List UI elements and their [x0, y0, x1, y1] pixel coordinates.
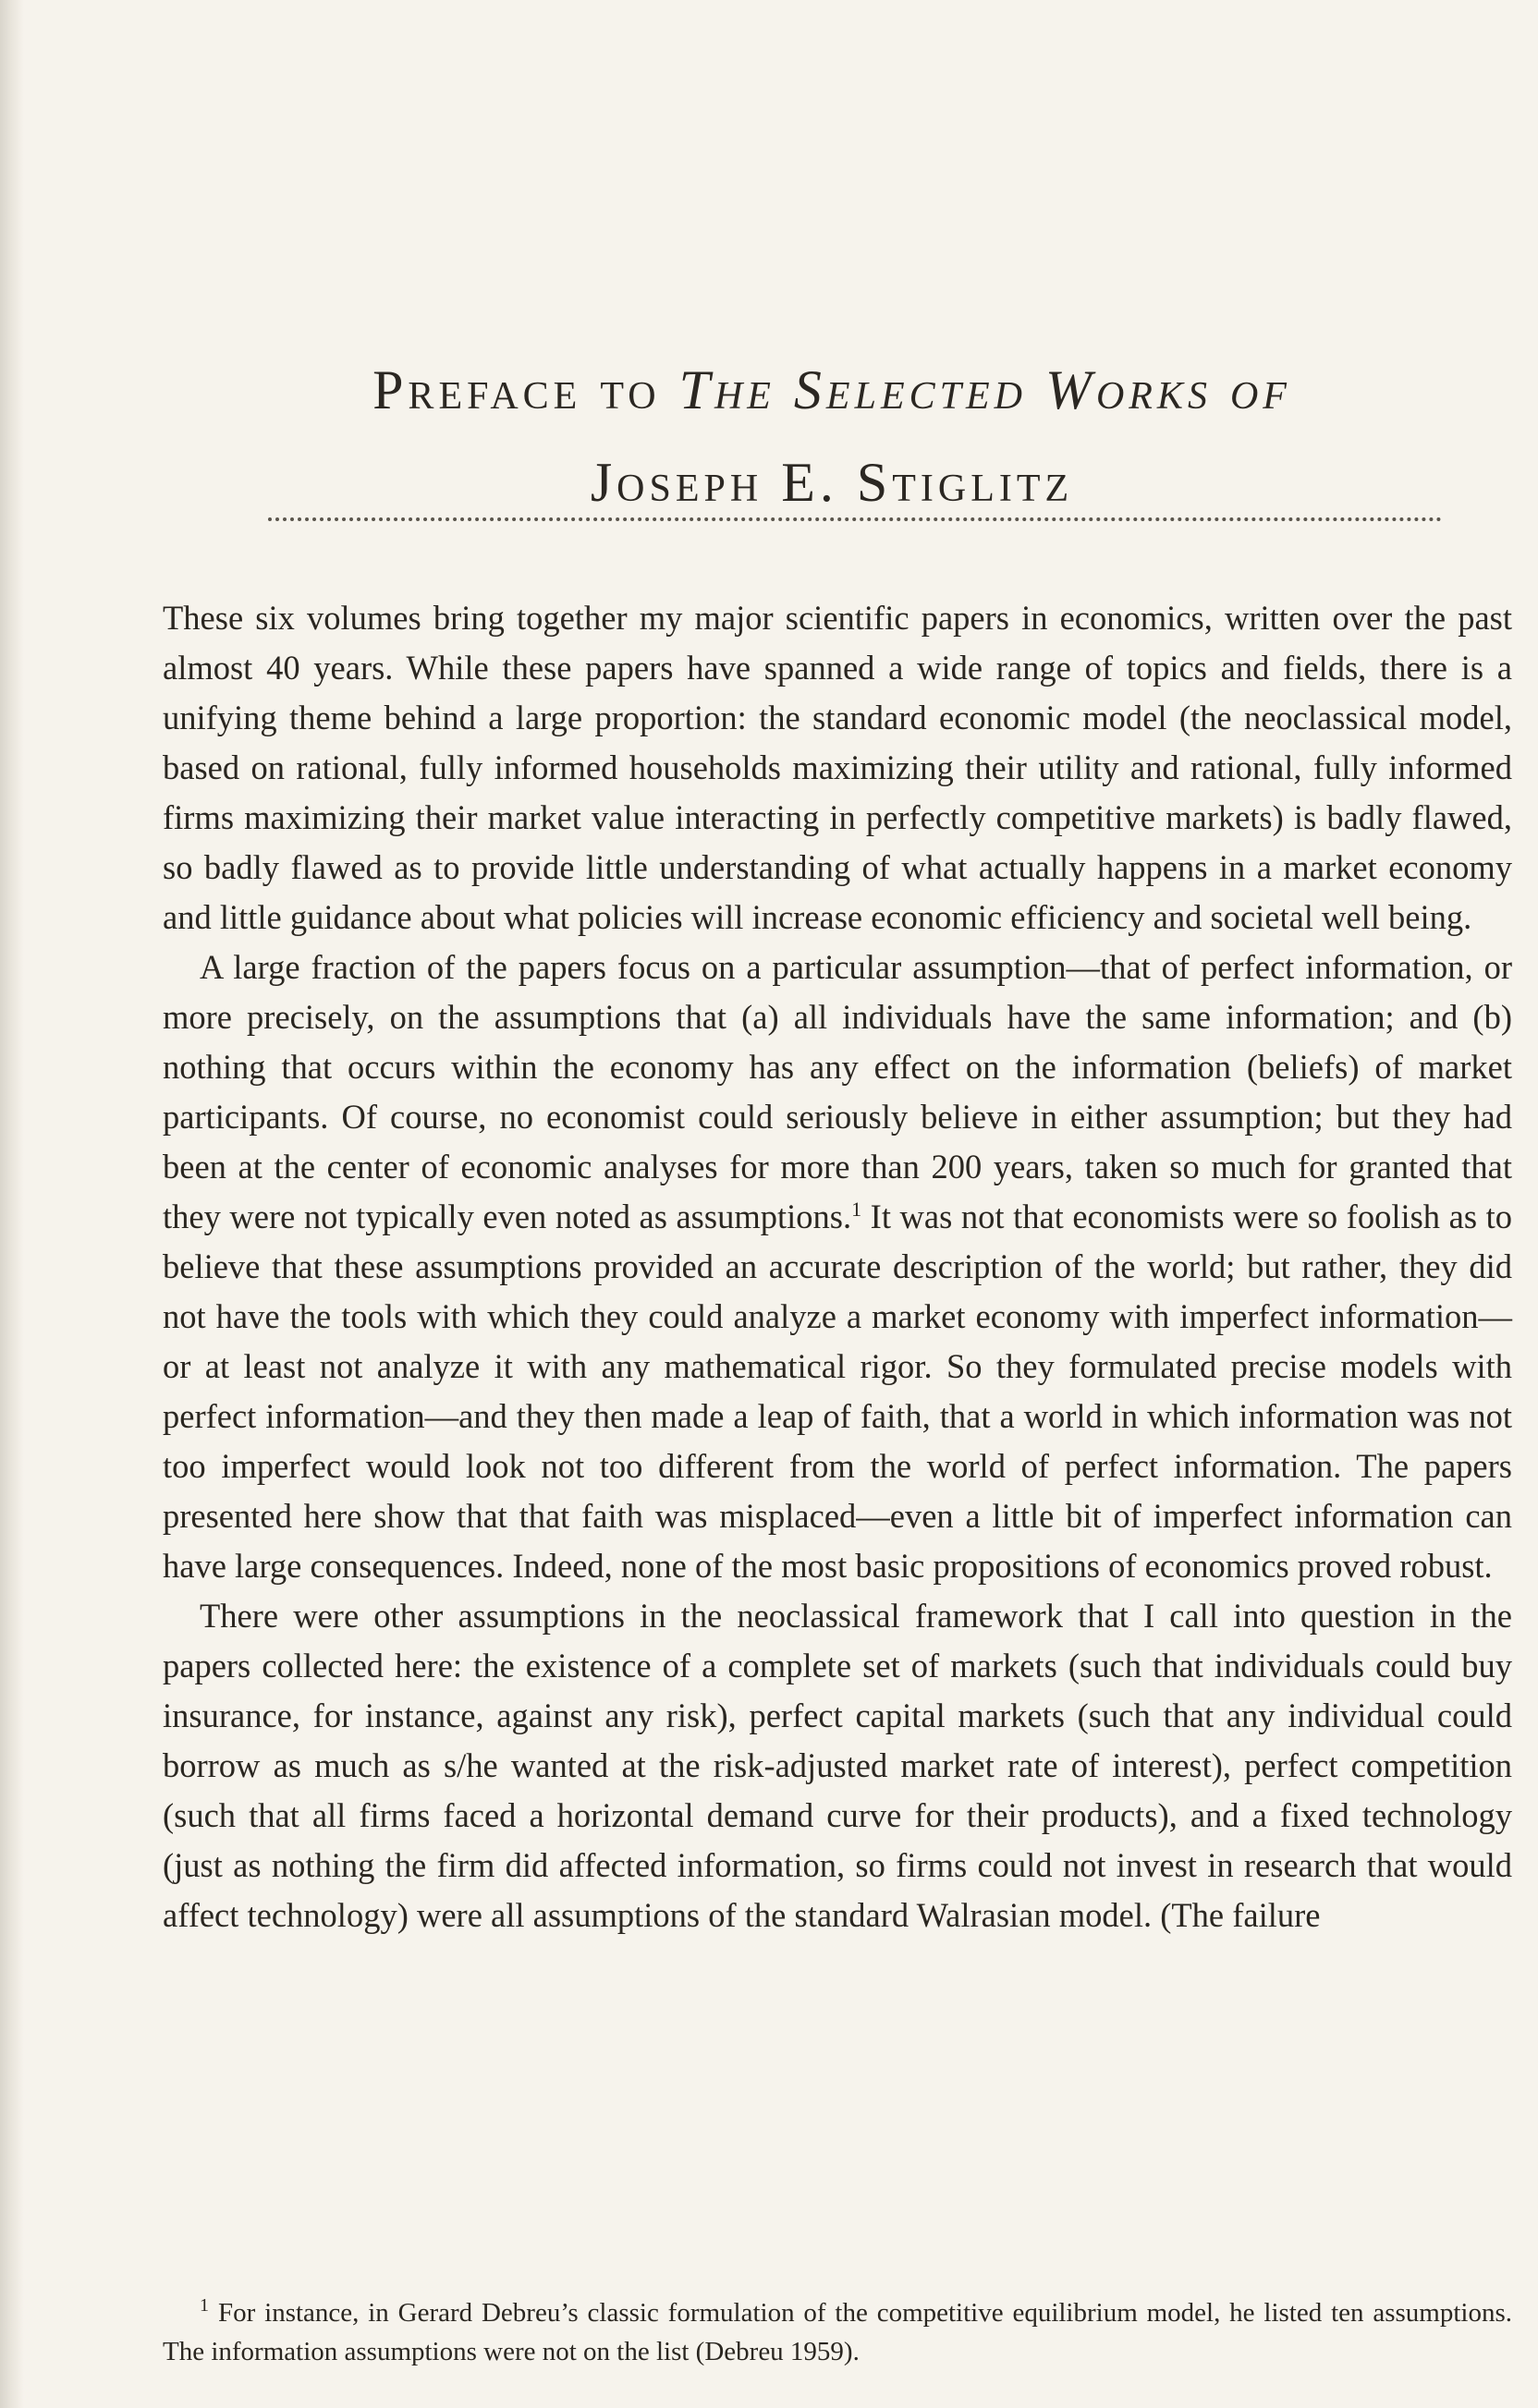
paragraph-2-text-a: A large fraction of the papers focus on a particular assumption—that of perfect information, or more precisely, on the assumptions that (a) all individuals have the same information; and (b) nothing that occurs within the economy has any effect on the information (beliefs) of market participants. Of course, no economist could seriously believe in either assumption; but they had been at the center of economic analyses for more than 200 years, taken so much for granted that they were not typically even noted as assumptions. — [163, 948, 1512, 1235]
footnote — [163, 2293, 1512, 2371]
title-book-name: The Selected Works of — [678, 359, 1291, 420]
body-text — [163, 593, 1512, 1940]
footnote-mark: 1 — [200, 2295, 209, 2317]
paragraph-3: There were other assumptions in the neoclassical framework that I call into question in the papers collected here: the existence of a complete set of markets (such that individuals could buy insurance, for instance, against any risk), perfect capital markets (such that any individual could borrow as much as s/he wanted at the risk-adjusted market rate of interest), perfect competition (such that all firms faced a horizontal demand curve for their products), and a fixed technology (just as nothing the firm did affected information, so firms could not invest in research that would affect technology) were all assumptions of the standard Walrasian model. (The failure — [163, 1597, 1512, 1934]
footnote-text: For instance, in Gerard Debreu’s classic formulation of the competitive equilibrium model, he listed ten assumptions. The information assumptions were not on the list (Debreu 1959). — [163, 2298, 1512, 2366]
paragraph-2-text-b: It was not that economists were so foolish as to believe that these assumptions provided an accurate description of the world; but rather, they did not have the tools with which they could analyze a market economy with imperfect information—or at least not analyze it with any mathematical rigor. So they formulated precise models with perfect information—and they then made a leap of faith, that a world in which information was not too imperfect would look not too different from the world of perfect information. The papers presented here show that that faith was misplaced—even a little bit of imperfect information can have large consequences. Indeed, none of the most basic propositions of economics proved robust. — [163, 1198, 1512, 1585]
footnote-1 — [163, 2293, 1512, 2371]
page-gutter-shadow — [0, 0, 24, 2408]
chapter-title — [213, 344, 1451, 529]
chapter-title-line-2: Joseph E. Stiglitz — [590, 452, 1074, 513]
chapter-title-line-1 — [213, 344, 1451, 436]
title-dotted-rule — [268, 517, 1442, 521]
title-prefix: Preface to — [372, 359, 679, 420]
paragraph-2 — [163, 943, 1512, 1591]
paragraph-1: These six volumes bring together my major scientific papers in economics, written over the past almost 40 years. While these papers have spanned a wide range of topics and fields, there is a unifying theme behind a large proportion: the standard economic model (the neoclassical model, based on rational, fully informed households maximizing their utility and rational, fully informed firms maximizing their market value interacting in perfectly competitive markets) is badly flawed, so badly flawed as to provide little understanding of what actually happens in a market economy and little guidance about what policies will increase economic efficiency and societal well being. — [163, 599, 1512, 936]
footnote-reference: 1 — [851, 1197, 862, 1221]
